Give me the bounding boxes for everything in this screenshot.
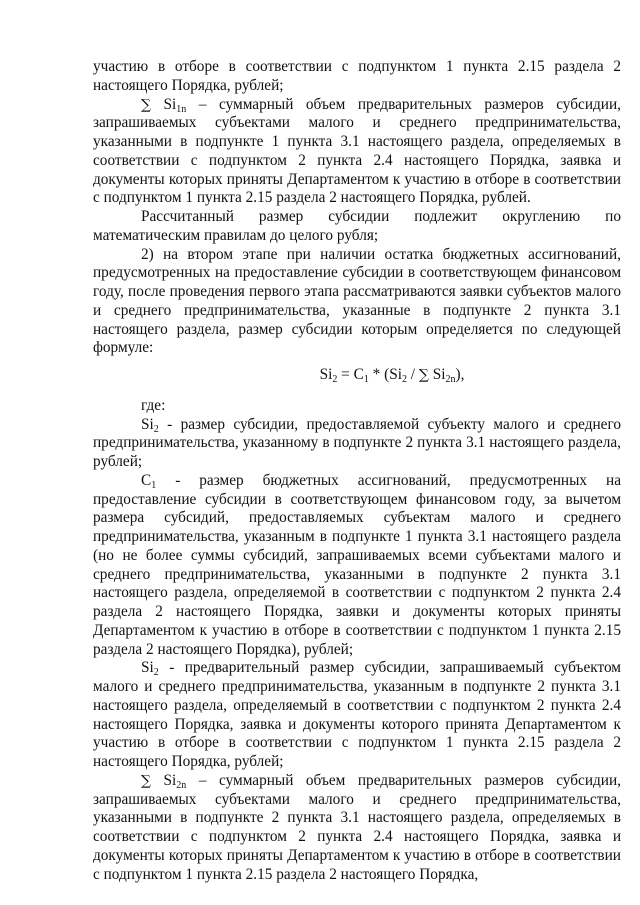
formula-si-subscript: 2 [401, 374, 407, 385]
paragraph-continuation [93, 58, 621, 96]
variable-subscript: 1n [176, 103, 187, 115]
document-page [93, 58, 621, 884]
formula-multiply-si: * (Si [368, 366, 402, 383]
paragraph-rounding-rule [93, 208, 621, 246]
formula-rhs-subscript: 2n [445, 374, 456, 385]
paragraph-sum-si2n-definition [93, 772, 621, 885]
variable-name: Si [141, 659, 154, 677]
variable-subscript: 2n [176, 779, 187, 791]
paragraph-text: – суммарный объем предварительных размеров субсидии, запрашиваемых субъектами малого и среднего предпринимательства, указанными в подпункте 2 пункта 3.1 настоящего раздела, определяемых в соответствии с подпунктом 2 пункта 2.4 настоящего Порядка, заявка и документы которых приняты Департаментом к участию в отборе в соответствии с подпунктом 1 пункта 2.15 раздела 2 настоящего Порядка, [93, 771, 621, 883]
paragraph-where [93, 397, 621, 416]
paragraph-text: – суммарный объем предварительных размеров субсидии, запрашиваемых субъектами малого и среднего предпринимательства, указанными в подпункте 1 пункта 3.1 настоящего раздела, определяемых в соответствии с подпунктом 2 пункта 2.4 настоящего Порядка, заявка и документы которых приняты Департаментом к участию в отборе в соответствии с подпунктом 1 пункта 2.15 раздела 2 настоящего Порядка, рублей. [93, 95, 621, 207]
paragraph-si2-preliminary-definition [93, 659, 621, 772]
paragraph-text: - предварительный размер субсидии, запрашиваемый субъектом малого и среднего предпринимательства, указанным в подпункте 2 пункта 3.1 настоящего раздела, определяемый в соответствии с подпунктом 2 пункта 2.4 настоящего Порядка, заявка и документы которого принята Департаментом к участию в отборе в соответствии с подпунктом 1 пункта 2.15 раздела 2 настоящего Порядка, рублей; [93, 659, 621, 770]
formula-lhs-subscript: 2 [332, 374, 338, 385]
formula-rhs-variable: Si [428, 366, 446, 383]
formula-divide: / [406, 366, 419, 383]
variable-subscript: 1 [151, 479, 157, 491]
variable-name: C [141, 471, 152, 489]
paragraph-text: 2) на втором этапе при наличии остатка бюджетных ассигнований, предусмотренных на предоставление субсидии в соответствующем финансовом году, после проведения первого этапа рассматриваются заявки субъектов малого и среднего предпринимательства, указанные в подпункте 2 пункта 3.1 настоящего раздела, размер субсидии которым определяется по следующей формуле: [93, 245, 621, 357]
paragraph-text: Рассчитанный размер субсидии подлежит округлению по математическим правилам до целого рубля; [93, 208, 621, 244]
paragraph-text: - размер субсидии, предоставляемой субъекту малого и среднего предпринимательства, указанному в подпункте 2 пункта 3.1 настоящего раздела, рублей; [93, 415, 621, 470]
formula [93, 358, 621, 397]
paragraph-text: - размер бюджетных ассигнований, предусмотренных на предоставление субсидии в соответствующем финансовом году, за вычетом размера субсидий, предоставляемых субъектам малого и среднего предпринимательства, указанным в подпункте 1 пункта 3.1 настоящего раздела (но не более суммы субсидий, запрашиваемых всеми субъектами малого и среднего предпринимательства, указанными в подпункте 2 пункта 3.1 настоящего раздела, определяемой в соответствии с подпунктом 2 пункта 2.4 раздела 2 настоящего Порядка, заявки и документы которых приняты Департаментом к участию в отборе в соответствии с подпунктом 1 пункта 2.15 раздела 2 настоящего Порядка), рублей; [93, 471, 621, 658]
variable-name: Si [163, 771, 177, 789]
sum-symbol: ∑ [141, 96, 151, 113]
paragraph-c1-definition [93, 472, 621, 660]
paragraph-second-stage [93, 246, 621, 359]
sum-symbol: ∑ [418, 367, 429, 383]
paragraph-text: участию в отборе в соответствии с подпунктом 1 пункта 2.15 раздела 2 настоящего Порядка, рублей; [93, 58, 621, 94]
variable-subscript: 2 [153, 423, 159, 435]
variable-name: Si [163, 95, 177, 113]
sum-symbol: ∑ [141, 772, 151, 789]
paragraph-si2-definition [93, 416, 621, 472]
paragraph-sum-si1n-definition [93, 96, 621, 209]
formula-equals-c: = C [337, 366, 364, 383]
formula-lhs-variable: Si [319, 366, 333, 383]
variable-name: Si [141, 415, 154, 433]
formula-closing: ), [455, 366, 465, 383]
formula-c-subscript: 1 [363, 374, 369, 385]
variable-subscript: 2 [153, 667, 159, 679]
paragraph-text: где: [141, 396, 166, 414]
